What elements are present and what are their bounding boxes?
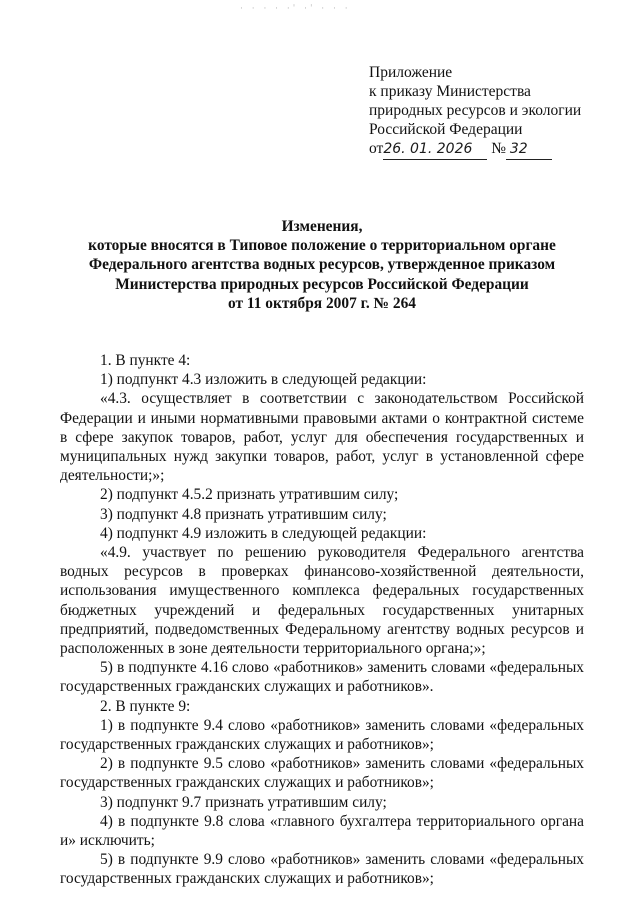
appendix-line-4: Российской Федерации: [369, 121, 523, 138]
scan-artifact-marks: · · · · ·ˈ ·ˈ · · ·: [240, 4, 351, 14]
paragraph: 2) в подпункте 9.5 слово «работников» заменить словами «федеральных государственных гражданских служащих и работников»;: [60, 755, 584, 792]
paragraph: 4) в подпункте 9.8 слова «главного бухгалтера территориального органа и» исключить;: [60, 812, 584, 850]
paragraph: 3) подпункт 4.8 признать утратившим силу;: [100, 505, 387, 523]
paragraph: «4.9. участвует по решению руководителя Федерального агентства водных ресурсов в проверках финансово-хозяйственной деятельности, использования имущественного комплекса федеральных государственных бюджетных учреждений и федеральных государственных унитарных предприятий, подведомственных Федеральному агентству водных ресурсов и расположенных в зоне деятельности территориального органа;»;: [60, 544, 584, 658]
heading-line-1: Изменения,: [281, 218, 363, 235]
heading-line-3: Федерального агентства водных ресурсов, утвержденное приказом: [88, 256, 556, 274]
paragraph: 5) в подпункте 4.16 слово «работников» заменить словами «федеральных государственных гражданских служащих и работников».: [60, 659, 584, 696]
paragraph: 5) в подпункте 9.9 слово «работников» заменить словами «федеральных государственных гражданских служащих и работников»;: [60, 851, 584, 888]
paragraph: «4.3. осуществляет в соответствии с законодательством Российской Федерации и иными нормативными правовыми актами о контрактной системе в сфере закупок товаров, работ, услуг для обеспечения государственных и муниципальных нужд закупки товаров, работ, услуг в установленной сфере деятельности;»;: [60, 390, 584, 485]
document-body: [60, 351, 584, 889]
order-date: 26. 01. 2026: [383, 141, 473, 157]
appendix-line-3: природных ресурсов и экологии: [369, 102, 582, 119]
paragraph: 1) в подпункте 9.4 слово «работников» заменить словами «федеральных государственных гражданских служащих и работников»;: [60, 716, 584, 754]
paragraph: 2) подпункт 4.5.2 признать утратившим силу;: [100, 486, 399, 504]
paragraph: 4) подпункт 4.9 изложить в следующей редакции:: [100, 524, 427, 542]
heading-line-4: Министерства природных ресурсов Российской Федерации: [115, 275, 529, 293]
paragraph: 1. В пункте 4:: [100, 352, 191, 369]
number-label: №: [491, 140, 506, 157]
appendix-block: [369, 63, 619, 160]
heading-line-5: от 11 октября 2007 г. № 264: [228, 294, 416, 312]
appendix-line-1: Приложение: [369, 64, 453, 81]
paragraph: 3) подпункт 9.7 признать утратившим силу;: [100, 793, 387, 811]
order-number: 32: [509, 141, 528, 157]
paragraph: 1) подпункт 4.3 изложить в следующей редакции:: [100, 371, 427, 389]
from-label: от: [369, 140, 384, 157]
paragraph: 2. В пункте 9:: [100, 697, 191, 715]
document-heading: [60, 217, 584, 313]
appendix-date-line: [369, 139, 619, 160]
heading-line-2: которые вносятся в Типовое положение о территориальном органе: [88, 237, 556, 255]
appendix-line-2: к приказу Министерства: [369, 83, 531, 100]
